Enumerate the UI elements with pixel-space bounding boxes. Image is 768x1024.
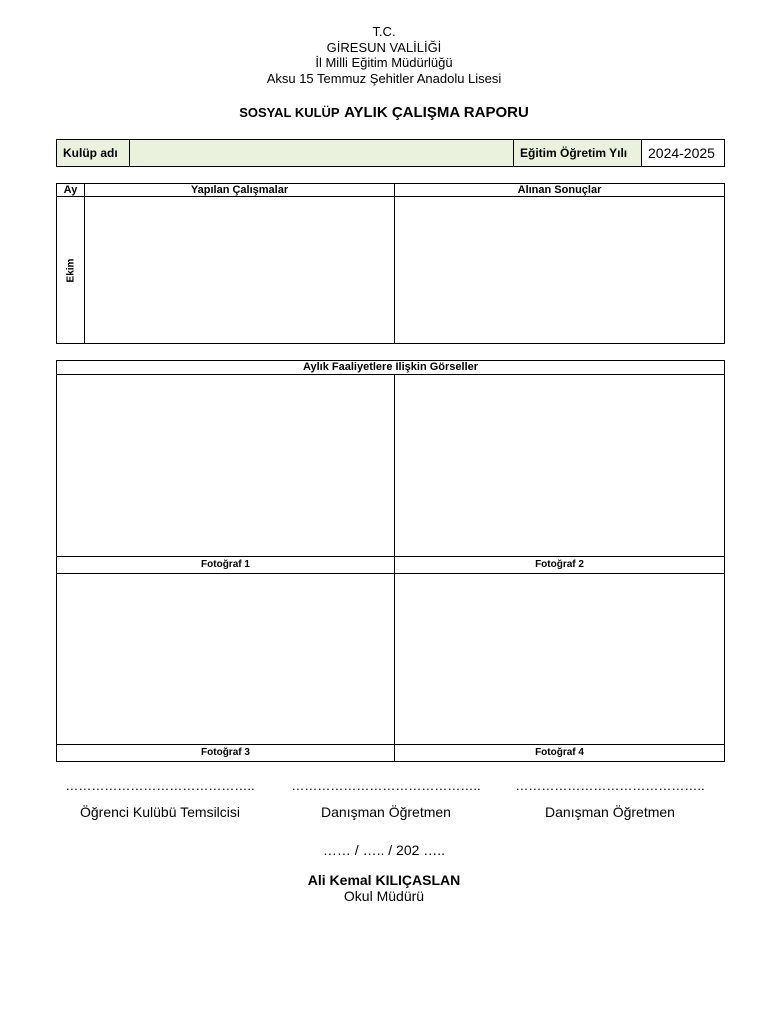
- month-label: Ekim: [65, 258, 77, 282]
- signature-line-1: ……………………………………..: [65, 778, 255, 793]
- school-year-label: Eğitim Öğretim Yılı: [514, 140, 642, 167]
- photo-4-area[interactable]: [395, 574, 725, 745]
- principal-title: Okul Müdürü: [343, 888, 425, 904]
- photos-header: Aylık Faaliyetlere Ilişkin Görseller: [57, 361, 725, 375]
- header-tc: T.C.: [372, 24, 396, 39]
- photo-4-caption: Fotoğraf 4: [395, 745, 725, 762]
- signature-role-3: Danışman Öğretmen: [545, 804, 675, 820]
- photo-2-area[interactable]: [395, 375, 725, 557]
- header-directorate: İl Milli Eğitim Müdürlüğü: [315, 55, 453, 70]
- club-info-table: [56, 139, 725, 167]
- club-name-field[interactable]: [130, 140, 514, 167]
- report-title-prefix: SOSYAL KULÜP: [239, 105, 340, 120]
- work-column-header: Yapılan Çalışmalar: [85, 184, 395, 197]
- signature-line-3: ……………………………………..: [515, 778, 705, 793]
- month-column-header: Ay: [57, 184, 85, 197]
- month-cell: [57, 197, 85, 344]
- photo-3-area[interactable]: [57, 574, 395, 745]
- date-line: …… / ….. / 202 …..: [322, 842, 446, 858]
- header-school: Aksu 15 Temmuz Şehitler Anadolu Lisesi: [266, 71, 502, 86]
- school-year-value[interactable]: 2024-2025: [642, 140, 725, 167]
- report-title: [0, 104, 768, 122]
- photo-1-caption: Fotoğraf 1: [57, 557, 395, 574]
- work-cell[interactable]: [85, 197, 395, 344]
- results-cell[interactable]: [395, 197, 725, 344]
- principal-name: Ali Kemal KILIÇASLAN: [307, 872, 461, 888]
- club-name-label: Kulüp adı: [57, 140, 130, 167]
- photos-table: [56, 360, 725, 762]
- photo-2-caption: Fotoğraf 2: [395, 557, 725, 574]
- photo-3-caption: Fotoğraf 3: [57, 745, 395, 762]
- signature-role-1: Öğrenci Kulübü Temsilcisi: [79, 804, 241, 820]
- signature-role-2: Danışman Öğretmen: [321, 804, 451, 820]
- signature-line-2: ……………………………………..: [291, 778, 481, 793]
- report-title-main: AYLIK ÇALIŞMA RAPORU: [344, 104, 529, 121]
- photo-1-area[interactable]: [57, 375, 395, 557]
- header-governorship: GİRESUN VALİLİĞİ: [326, 40, 442, 55]
- monthly-work-table: [56, 183, 725, 344]
- results-column-header: Alınan Sonuçlar: [395, 184, 725, 197]
